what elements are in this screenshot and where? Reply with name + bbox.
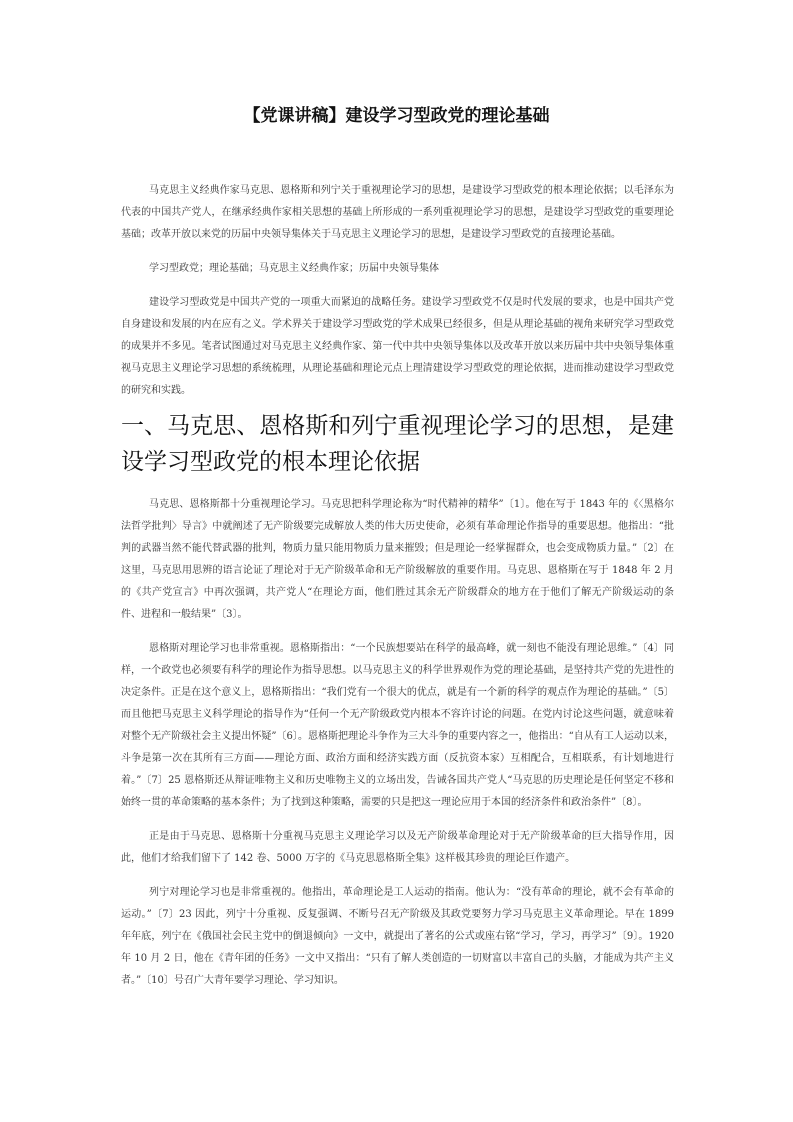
document-title: 【党课讲稿】建设学习型政党的理论基础	[243, 106, 550, 126]
body-paragraph: 恩格斯对理论学习也非常重视。恩格斯指出：“一个民族想要站在科学的最高峰，就一刻也不能没有理论思维。”〔4〕同样，一个政党也必须要有科学的理论作为指导思想。以马克思主义的科学世界观作为党的理论基础，是坚持共产党的先进性的决定条件。正是在这个意义上，恩格斯指出：“我们党有一个很大的优点，就是有一个新的科学的观点作为理论的基础。”〔5〕而且他把马克思主义科学理论的指导作为“任何一个无产阶级政党内根本不容许讨论的问题。在党内讨论这些问题，就意味着对整个无产阶级社会主义提出怀疑”〔6〕。恩格斯把理论斗争作为三大斗争的重要内容之一，他指出：“自从有工人运动以来，斗争是第一次在其所有三方面——理论方面、政治方面和经济实践方面（反抗资本家）互相配合，互相联系，有计划地进行着。”〔7〕25 恩格斯还从辩证唯物主义和历史唯物主义的立场出发，告诫各国共产党人“马克思的历史理论是任何坚定不移和始终一贯的革命策略的基本条件；为了找到这种策略，需要的只是把这一理论应用于本国的经济条件和政治条件”〔8〕。	[121, 643, 674, 808]
intro-paragraph: 建设学习型政党是中国共产党的一项重大而紧迫的战略任务。建设学习型政党不仅是时代发展的要求，也是中国共产党自身建设和发展的内在应有之义。学术界关于建设学习型政党的学术成果已经很多，但是从理论基础的视角来研究学习型政党的成果并不多见。笔者试图通过对马克思主义经典作家、第一代中共中央领导集体以及改革开放以来历届中共中央领导集体重视马克思主义理论学习思想的系统梳理，从理论基础和理论元点上理清建设学习型政党的理论依据，进而推动建设学习型政党的研究和实践。	[121, 297, 674, 396]
body-paragraph: 列宁对理论学习也是非常重视的。他指出，革命理论是工人运动的指南。他认为：“没有革命的理论，就不会有革命的运动。”〔7〕23 因此，列宁十分重视、反复强调、不断号召无产阶级及其政党要努力学习马克思主义革命理论。早在 1899 年年底，列宁在《俄国社会民主党中的倒退倾向》一文中，就提出了著名的公式或座右铭“学习，学习，再学习”〔9〕。1920 年 10 月 2 日，他在《青年团的任务》一文中又指出：“只有了解人类创造的一切财富以丰富自己的头脑，才能成为共产主义者。”〔10〕号召广大青年要学习理论、学习知识。	[121, 887, 674, 986]
abstract-paragraph: 马克思主义经典作家马克思、恩格斯和列宁关于重视理论学习的思想，是建设学习型政党的根本理论依据；以毛泽东为代表的中国共产党人，在继承经典作家相关思想的基础上所形成的一系列重视理论学习的思想，是建设学习型政党的重要理论基础；改革开放以来党的历届中央领导集体关于马克思主义理论学习的思想，是建设学习型政党的直接理论基础。	[121, 185, 674, 240]
section-heading: 一、马克思、恩格斯和列宁重视理论学习的思想，是建设学习型政党的根本理论依据	[121, 413, 674, 475]
section-body	[121, 494, 674, 992]
body-paragraph: 马克思、恩格斯都十分重视理论学习。马克思把科学理论称为“时代精神的精华”〔1〕。他在写于 1843 年的《〈黑格尔法哲学批判〉导言》中就阐述了无产阶级要完成解放人类的伟大历史使命，必须有革命理论作指导的重要思想。他指出：“批判的武器当然不能代替武器的批判，物质力量只能用物质力量来摧毁；但是理论一经掌握群众，也会变成物质力量。”〔2〕在这里，马克思用思辨的语言论证了理论对于无产阶级革命和无产阶级解放的重要作用。马克思、恩格斯在写于 1848 年 2 月的《共产党宣言》中再次强调，共产党人“在理论方面，他们胜过其余无产阶级群众的地方在于他们了解无产阶级运动的条件、进程和一般结果”〔3〕。	[121, 499, 674, 620]
document-body	[121, 180, 674, 992]
body-paragraph: 正是由于马克思、恩格斯十分重视马克思主义理论学习以及无产阶级革命理论对于无产阶级革命的巨大指导作用，因此，他们才给我们留下了 142 卷、5000 万字的《马克思恩格斯全集》这样极其珍贵的理论巨作遗产。	[121, 831, 674, 864]
keywords-paragraph: 学习型政党；理论基础；马克思主义经典作家；历届中央领导集体	[149, 263, 439, 274]
